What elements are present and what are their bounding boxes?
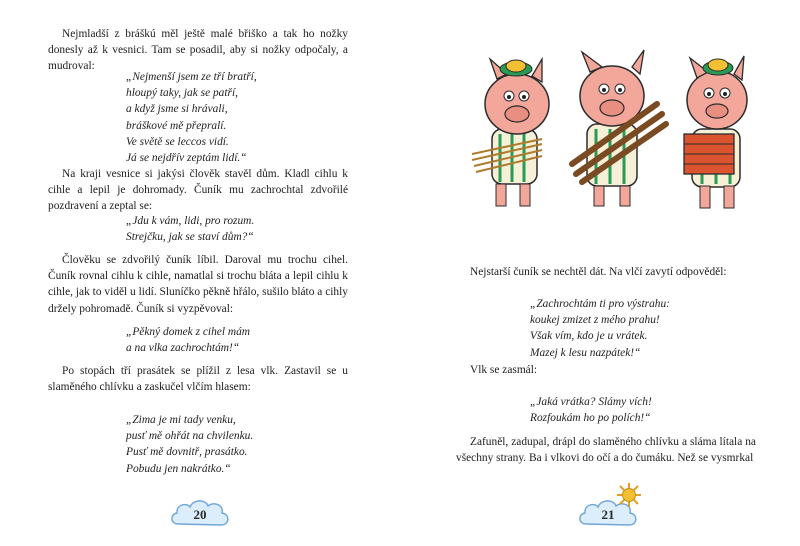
page-number: 20: [193, 507, 207, 522]
left-paragraph-3: Člověku se zdvořilý čuník líbil. Daroval mu trochu cihel. Čuník rovnal cihlu k cihle, namatlal si trochu bláta a lepil cihlu k cihle, jak to viděl u lidí. Sluníčko pěkně hřálo, sušilo bláto a cihly držely pohromadě. Čuník si vyzpěvoval:: [48, 254, 348, 315]
left-paragraph-2: Na kraji vesnice si jakýsi člověk stavěl dům. Kladl cihlu k cihle a lepil je dohromady. Čuník mu zachrochtal zdvořilé pozdravení a zeptal se:: [48, 168, 348, 213]
right-paragraph-1: Nejstarší čuník se nechtěl dát. Na vlčí zavytí odpověděl:: [470, 266, 727, 278]
pig-with-straw-icon: [472, 59, 549, 206]
left-verse-2: „Jdu k vám, lidi, pro rozum. Strejčku, jak se staví dům?“: [126, 215, 255, 244]
three-pigs-illustration: [472, 34, 762, 214]
right-verse-1: „Zachrochtám ti pro výstrahu: koukej zmizet z mého prahu! Však vím, kdo je u vrátek. Mazej k lesu nazpátek!“: [530, 298, 670, 359]
right-page: [400, 0, 800, 546]
page-number: 21: [601, 507, 615, 522]
left-verse-4: „Zima je mi tady venku, pusť mě ohřát na chvilenku. Pusť mě dovnitř, prasátko. Pobudu jen nakrátko.“: [126, 414, 254, 475]
left-paragraph-1: Nejmladší z bráškú měl ještě malé břiško a tak ho nožky donesly až k vesnici. Tam se posadil, aby si nožky odpočaly, a mudroval:: [48, 28, 348, 73]
left-paragraph-4: Po stopách tří prasátek se plížil z lesa vlk. Zastavil se u slaměného chlívku a zaskučel vlčím hlasem:: [48, 365, 348, 394]
pig-with-sticks-icon: [572, 50, 666, 206]
sun-icon: [616, 482, 642, 508]
left-verse-3: „Pěkný domek z cihel mám a na vlka zachrochtám!“: [126, 326, 250, 355]
left-verse-1: „Nejmenší jsem ze tří bratří, hloupý taky, jak se patří, a když jsme si hrávali, bráškové mě přepralí. Ve světě se leccos vidí. Já se nejdřív zeptám lidí.“: [126, 71, 257, 165]
right-paragraph-3: Zafuněl, zadupal, drápl do slaměného chlívku a sláma lítala na všechny strany. Ba i vlkovi do očí a do čumáku. Než se vysmrkal: [456, 436, 756, 465]
right-paragraph-2: Vlk se zasmál:: [470, 364, 538, 376]
pig-with-bricks-icon: [684, 56, 747, 208]
right-verse-2: „Jaká vrátka? Slámy vích! Rozfoukám ho po polích!“: [530, 396, 652, 425]
